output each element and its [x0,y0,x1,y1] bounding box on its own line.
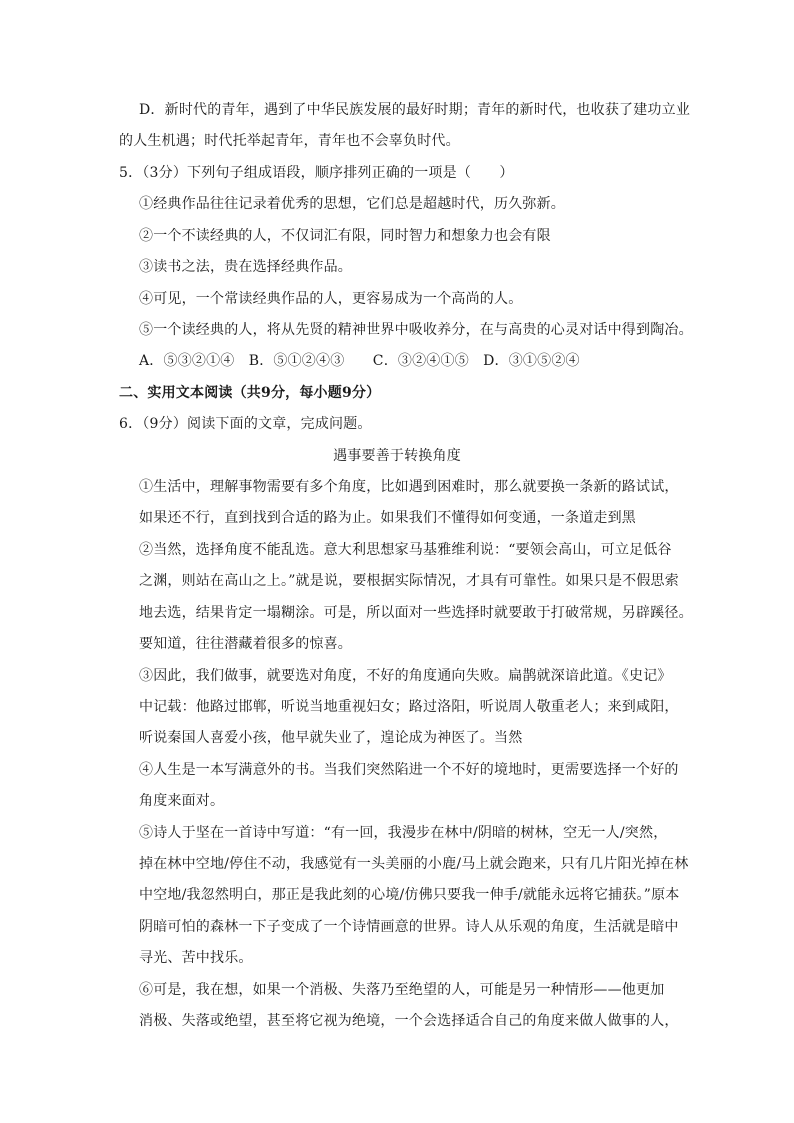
paragraph-6-line1: ⑥可是，我在想，如果一个消极、失落乃至绝望的人，可能是另一种情形——他更加 [139,982,665,998]
q4-option-d-line1: D．新时代的青年，遇到了中华民族发展的最好时期；青年的新时代，也收获了建功立业 [139,102,691,118]
paragraph-4-line1: ④人生是一本写满意外的书。当我们突然陷进一个不好的境地时，更需要选择一个好的 [139,762,679,778]
paragraph-1-line1: ①生活中，理解事物需要有多个角度，比如遇到困难时，那么就要换一条新的路试试， [139,479,679,495]
paragraph-5-line5: 寻光、苦中找乐。 [139,950,253,966]
section-2-heading: 二、实用文本阅读（共9分，每小题9分） [119,385,381,401]
paragraph-2-line4: 要知道，往往潜藏着很多的惊喜。 [139,636,352,652]
q5-sentence-2: ②一个不读经典的人，不仅词汇有限，同时智力和想象力也会有限 [139,228,551,244]
q5-stem: 5．（3分）下列句子组成语段，顺序排列正确的一项是（ ） [119,165,514,181]
q6-stem: 6．（9分）阅读下面的文章，完成问题。 [119,416,372,432]
paragraph-2-line1: ②当然，选择角度不能乱选。意大利思想家马基雅维利说：“要领会高山，可立足低谷 [139,542,672,558]
paragraph-5-line3: 中空地/我忽然明白，那正是我此刻的心境/仿佛只要我一伸手/就能永远将它捕获。”原本 [139,887,680,903]
q5-sentence-1: ①经典作品往往记录着优秀的思想，它们总是超越时代，历久弥新。 [139,196,565,212]
q5-sentence-3: ③读书之法，贵在选择经典作品。 [139,259,352,275]
paragraph-3-line1: ③因此，我们做事，就要选对角度，不好的角度通向失败。扁鹊就深谙此道。《史记》 [139,668,672,684]
paragraph-5-line4: 阴暗可怕的森林一下子变成了一个诗情画意的世界。诗人从乐观的角度，生活就是暗中 [139,919,679,935]
paragraph-2-line2: 之渊，则站在高山之上。”就是说，要根据实际情况，才具有可靠性。如果只是不假思索 [139,573,679,589]
q4-option-d-line2: 的人生机遇；时代托举起青年，青年也不会辜负时代。 [119,133,460,149]
paragraph-1-line2: 如果还不行，直到找到合适的路为止。如果我们不懂得如何变通，一条道走到黑 [139,510,636,526]
paragraph-3-line3: 听说秦国人喜爱小孩，他早就失业了，遑论成为神医了。当然 [139,730,523,746]
article-title: 遇事要善于转换角度 [333,448,461,464]
paragraph-5-line2: 掉在林中空地/停住不动，我感觉有一头美丽的小鹿/马上就会跑来，只有几片阳光掉在林 [139,856,689,872]
paragraph-3-line2: 中记载：他路过邯郸，听说当地重视妇女；路过洛阳，听说周人敬重老人；来到咸阳， [139,699,679,715]
paragraph-5-line1: ⑤诗人于坚在一首诗中写道：“有一回，我漫步在林中/阴暗的树林，空无一人/突然， [139,825,668,841]
q5-options: A．⑤③②①④ B．⑤①②④③ C．③②④①⑤ D．③①⑤②④ [139,353,580,369]
paragraph-2-line3: 地去选，结果肯定一塌糊涂。可是，所以面对一些选择时就要敢于打破常规，另辟蹊径。 [139,605,693,621]
q5-sentence-5: ⑤一个读经典的人，将从先贤的精神世界中吸收养分，在与高贵的心灵对话中得到陶冶。 [139,322,693,338]
paragraph-6-line2: 消极、失落或绝望，甚至将它视为绝境，一个会选择适合自己的角度来做人做事的人， [139,1013,679,1029]
paragraph-4-line2: 角度来面对。 [139,793,225,809]
q5-sentence-4: ④可见，一个常读经典作品的人，更容易成为一个高尚的人。 [139,291,523,307]
